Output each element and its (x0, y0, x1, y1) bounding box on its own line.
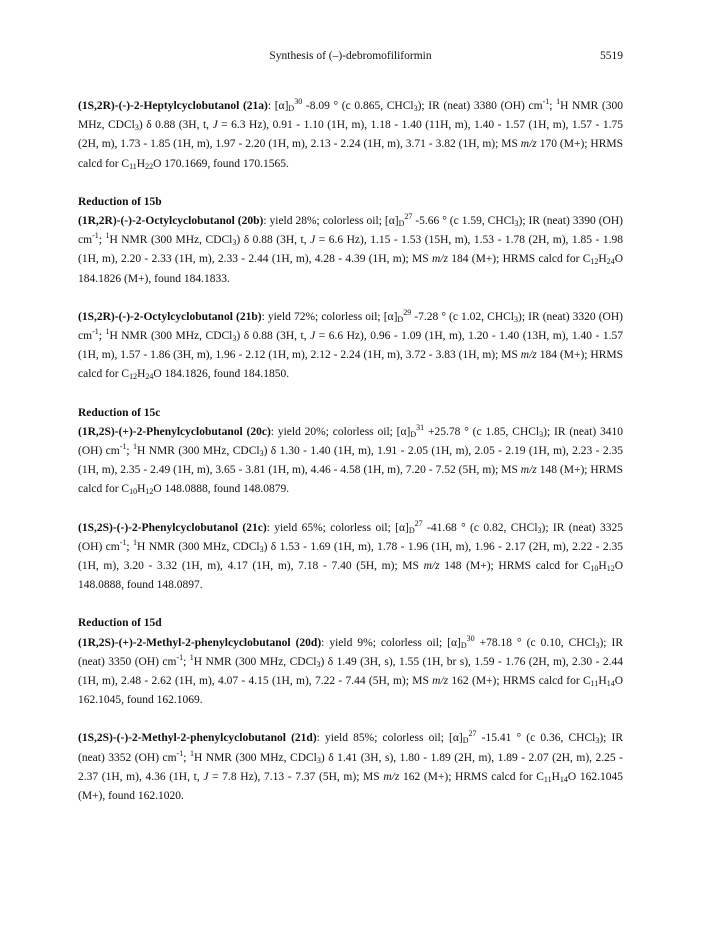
compound-entry-20c: (1R,2S)-(+)-2-Phenylcyclobutanol (20c): yield 20%; colorless oil; $[\alpha]_D^{31} +25.78$ ° (c 1.85, CHCl$_3$); IR (neat) 3410 (OH) $cm^{-1}$; $^1$H NMR (300 MHz, CDCl$_3$) δ 1.30 - 1.40 (1H, m), 1.91 - 2.05 (1H, m), 2.05 - 2.19 (1H, m), 2.23 - 2.35 (1H, m), 2.35 - 2.49 (1H, m), 3.65 - 3.81 (1H, m), 4.46 - 4.58 (1H, m), 7.20 - 7.52 (5H, m); MS m/z 148 (M+); HRMS calcd for $C_{10}H_{12}O$ 148.0888, found 148.0879. (78, 422, 624, 497)
section-heading-15b: Reduction of 15b (78, 195, 162, 208)
running-header (78, 50, 623, 66)
page-number: 5519 (600, 50, 623, 62)
experimental-text (78, 97, 623, 806)
running-title: Synthesis of (–)-debromofiliformin (269, 50, 432, 62)
compound-entry-20b: (1R,2R)-(-)-2-Octylcyclobutanol (20b): yield 28%; colorless oil; $[\alpha]_D^{27}$ -5.66 ° (c 1.59, CHCl$_3$); IR (neat) 3390 (OH) $cm^{-1}$; $^1$H NMR (300 MHz, CDCl$_3$) δ 0.88 (3H, t, J = 6.6 Hz), 1.15 - 1.53 (15H, m), 1.53 - 1.78 (2H, m), 1.85 - 1.98 (1H, m), 2.20 - 2.33 (1H, m), 2.33 - 2.44 (1H, m), 4.28 - 4.39 (1H, m); MS m/z 184 (M+); HRMS calcd for $C_{12}H_{24}O$ 184.1826 (M+), found 184.1833. (78, 212, 624, 285)
compound-entry-21d: (1S,2S)-(-)-2-Methyl-2-phenylcyclobutanol (21d): yield 85%; colorless oil; $[\alpha]_D^{27}$ -15.41 ° (c 0.36, CHCl$_3$); IR (neat) 3352 (OH) $cm^{-1}$; $^1$H NMR (300 MHz, CDCl$_3$) δ 1.41 (3H, s), 1.80 - 1.89 (2H, m), 1.89 - 2.07 (2H, m), 2.25 - 2.37 (1H, m), 4.36 (1H, t, J = 7.8 Hz), 7.13 - 7.37 (5H, m); MS m/z 162 (M+); HRMS calcd for $C_{11}H_{14}O$ 162.1045 (M+), found 162.1020. (78, 729, 624, 803)
section-heading-15c: Reduction of 15c (78, 406, 161, 419)
compound-entry-21a: (1S,2R)-(-)-2-Heptylcyclobutanol (21a): $[\alpha]_D^{30}$ -8.09 ° (c 0.865, CHCl$_3$); IR (neat) 3380 (OH) $cm^{-1}$; $^1$H NMR (300 MHz, CDCl$_3$) δ 0.88 (3H, t, J = 6.3 Hz), 0.91 - 1.10 (1H, m), 1.18 - 1.40 (11H, m), 1.40 - 1.57 (1H, m), 1.57 - 1.75 (2H, m), 1.73 - 1.85 (1H, m), 1.97 - 2.20 (1H, m), 2.13 - 2.24 (1H, m), 3.71 - 3.82 (1H, m); MS m/z 170 (M+); HRMS calcd for $C_{11}H_{22}O$ 170.1669, found 170.1565. (78, 97, 624, 171)
compound-entry-21c: (1S,2S)-(-)-2-Phenylcyclobutanol (21c): yield 65%; colorless oil; $[\alpha]_D^{27}$ -41.68 ° (c 0.82, CHCl$_3$); IR (neat) 3325 (OH) $cm^{-1}$; $^1$H NMR (300 MHz, CDCl$_3$) δ 1.53 - 1.69 (1H, m), 1.78 - 1.96 (1H, m), 1.96 - 2.17 (2H, m), 2.22 - 2.35 (1H, m), 3.20 - 3.32 (1H, m), 4.17 (1H, m), 7.18 - 7.40 (5H, m); MS m/z 148 (M+); HRMS calcd for $C_{10}H_{12}O$ 148.0888, found 148.0897. (78, 518, 624, 592)
compound-entry-20d: (1R,2S)-(+)-2-Methyl-2-phenylcyclobutanol (20d): yield 9%; colorless oil; $[\alpha]_D^{30} +78.18$ ° (c 0.10, CHCl$_3$); IR (neat) 3350 (OH) $cm^{-1}$; $^1$H NMR (300 MHz, CDCl$_3$) δ 1.49 (3H, s), 1.55 (1H, br s), 1.59 - 1.76 (2H, m), 2.30 - 2.44 (1H, m), 2.48 - 2.62 (1H, m), 4.07 - 4.15 (1H, m), 7.22 - 7.44 (5H, m); MS m/z 162 (M+); HRMS calcd for $C_{11}H_{14}O$ 162.1045, found 162.1069. (78, 633, 624, 707)
compound-entry-21b: (1S,2R)-(-)-2-Octylcyclobutanol (21b): yield 72%; colorless oil; $[\alpha]_D^{29}$ -7.28 ° (c 1.02, CHCl$_3$); IR (neat) 3320 (OH) $cm^{-1}$; $^1$H NMR (300 MHz, CDCl$_3$) δ 0.88 (3H, t, J = 6.6 Hz), 0.96 - 1.09 (1H, m), 1.20 - 1.40 (13H, m), 1.40 - 1.57 (1H, m), 1.57 - 1.86 (3H, m), 1.96 - 2.12 (1H, m), 2.12 - 2.24 (1H, m), 3.72 - 3.83 (1H, m); MS m/z 184 (M+); HRMS calcd for $C_{12}H_{24}O$ 184.1826, found 184.1850. (78, 307, 624, 382)
section-heading-15d: Reduction of 15d (78, 617, 162, 630)
